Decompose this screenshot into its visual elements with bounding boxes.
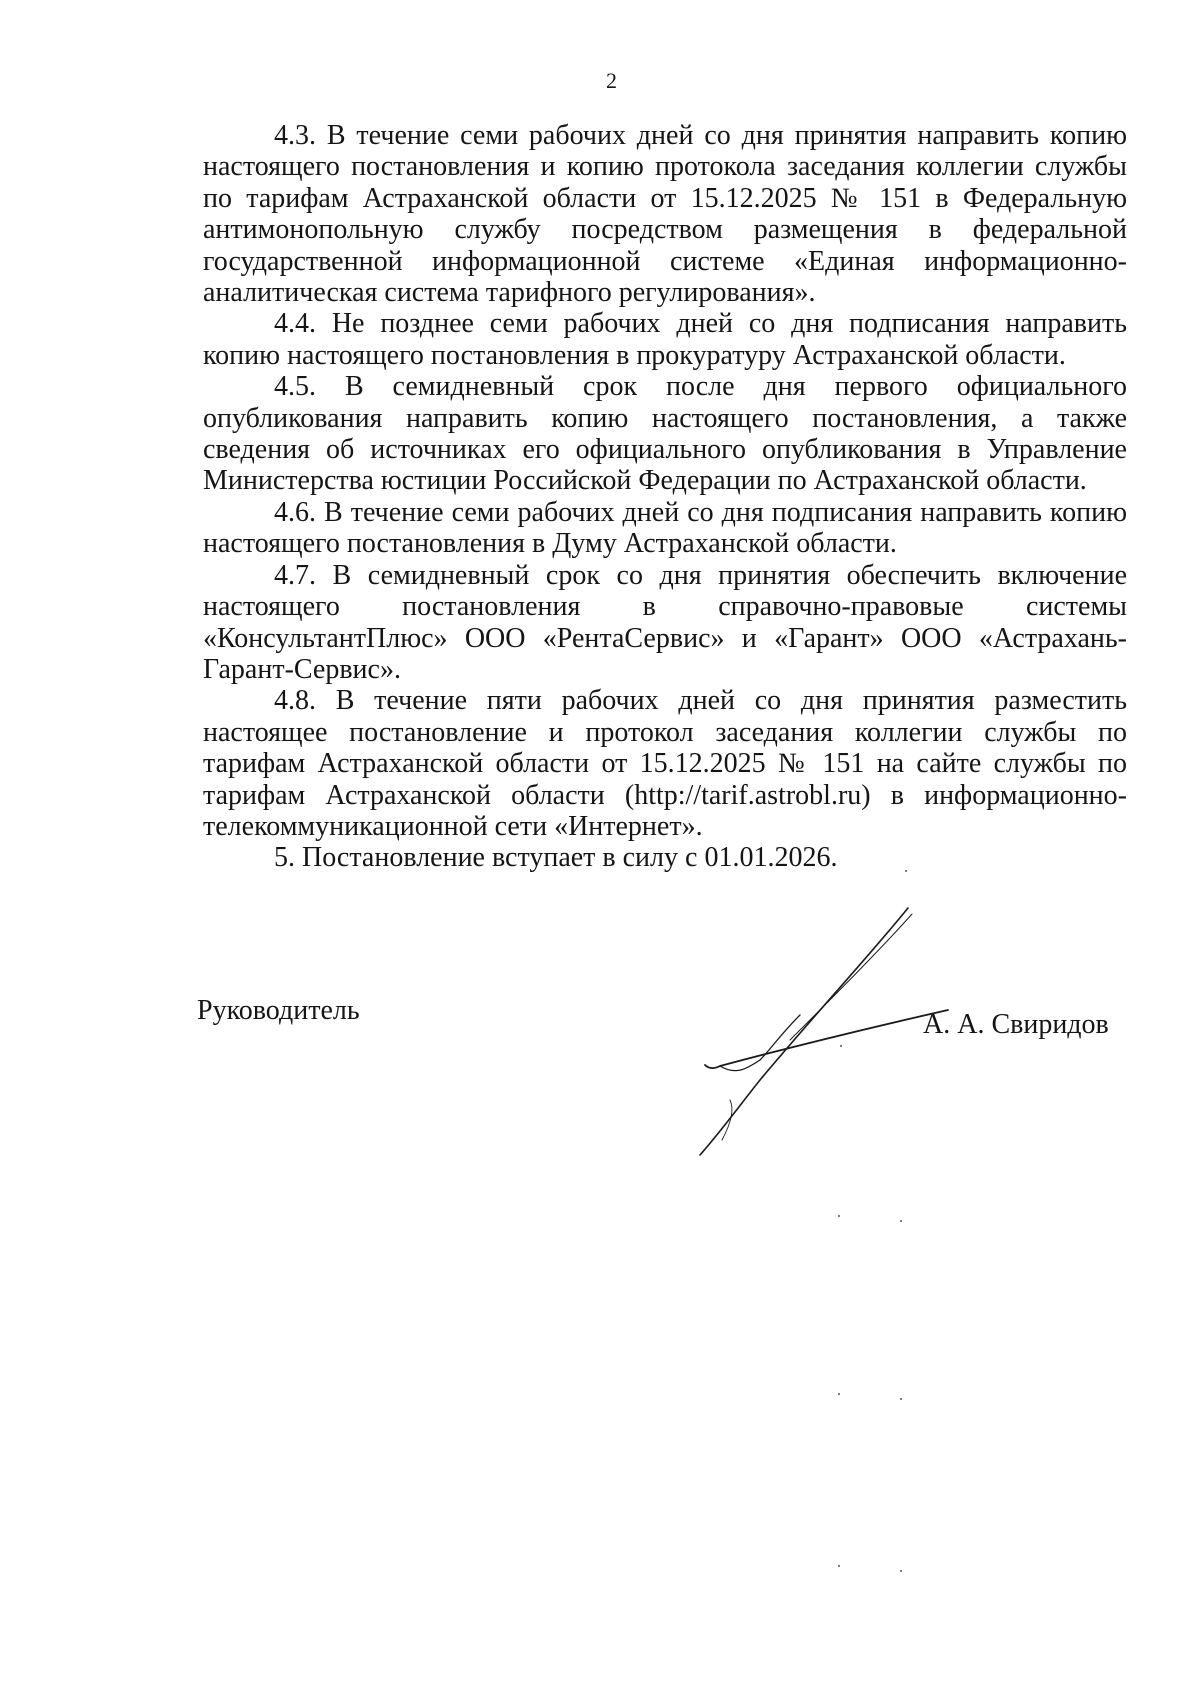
scan-speck [900, 1398, 902, 1400]
scan-speck [840, 1045, 842, 1047]
paragraph-4-3: 4.3. В течение семи рабочих дней со дня принятия направить копию настоящего постановления и копию протокола заседания коллегии службы по тарифам Астраханской области от 15.12.2025 № 151 в Федеральную антимонопольную службу посредством размещения в федеральной государственной информационной системе «Единая информационно-аналитическая система тарифного регулирования». [203, 120, 1127, 309]
paragraph-4-8: 4.8. В течение пяти рабочих дней со дня принятия разместить настоящее постановление и протокол заседания коллегии службы по тарифам Астраханской области от 15.12.2025 № 151 на сайте службы по тарифам Астраханской области (http://tarif.astrobl.ru) в информационно-телекоммуникационной сети «Интернет». [203, 685, 1127, 842]
paragraph-4-6: 4.6. В течение семи рабочих дней со дня подписания направить копию настоящего постановления в Думу Астраханской области. [203, 496, 1127, 560]
scan-speck [838, 1565, 840, 1567]
signatory-position: Руководитель [197, 995, 360, 1026]
document-body [203, 120, 1127, 874]
paragraph-4-4: 4.4. Не позднее семи рабочих дней со дня подписания направить копию настоящего постановления в прокуратуру Астраханской области. [203, 308, 1127, 371]
signature-stroke-5 [722, 1100, 732, 1140]
page-number: 2 [606, 68, 617, 93]
signature-stroke-3 [705, 1010, 948, 1068]
handwritten-signature [680, 900, 980, 1160]
paragraph-4-5: 4.5. В семидневный срок после дня первого официального опубликования направить копию настоящего постановления, а также сведения об источниках его официального опубликования в Управление Министерства юстиции Российской Федерации по Астраханской области. [203, 371, 1127, 497]
scan-speck [838, 1215, 840, 1217]
paragraph-4-7: 4.7. В семидневный срок со дня принятия обеспечить включение настоящего постановления в справочно-правовые системы «КонсультантПлюс» ООО «РентаСервис» и «Гарант» ООО «Астрахань-Гарант-Сервис». [203, 559, 1127, 685]
signature-stroke-2 [790, 914, 912, 1040]
signatory-name: А. А. Свиридов [923, 1009, 1109, 1040]
scan-speck [838, 1393, 840, 1395]
scan-speck [905, 870, 907, 872]
paragraph-5: 5. Постановление вступает в силу с 01.01.2026. [274, 842, 838, 874]
scan-speck [900, 1220, 902, 1222]
scan-speck [900, 1570, 902, 1572]
